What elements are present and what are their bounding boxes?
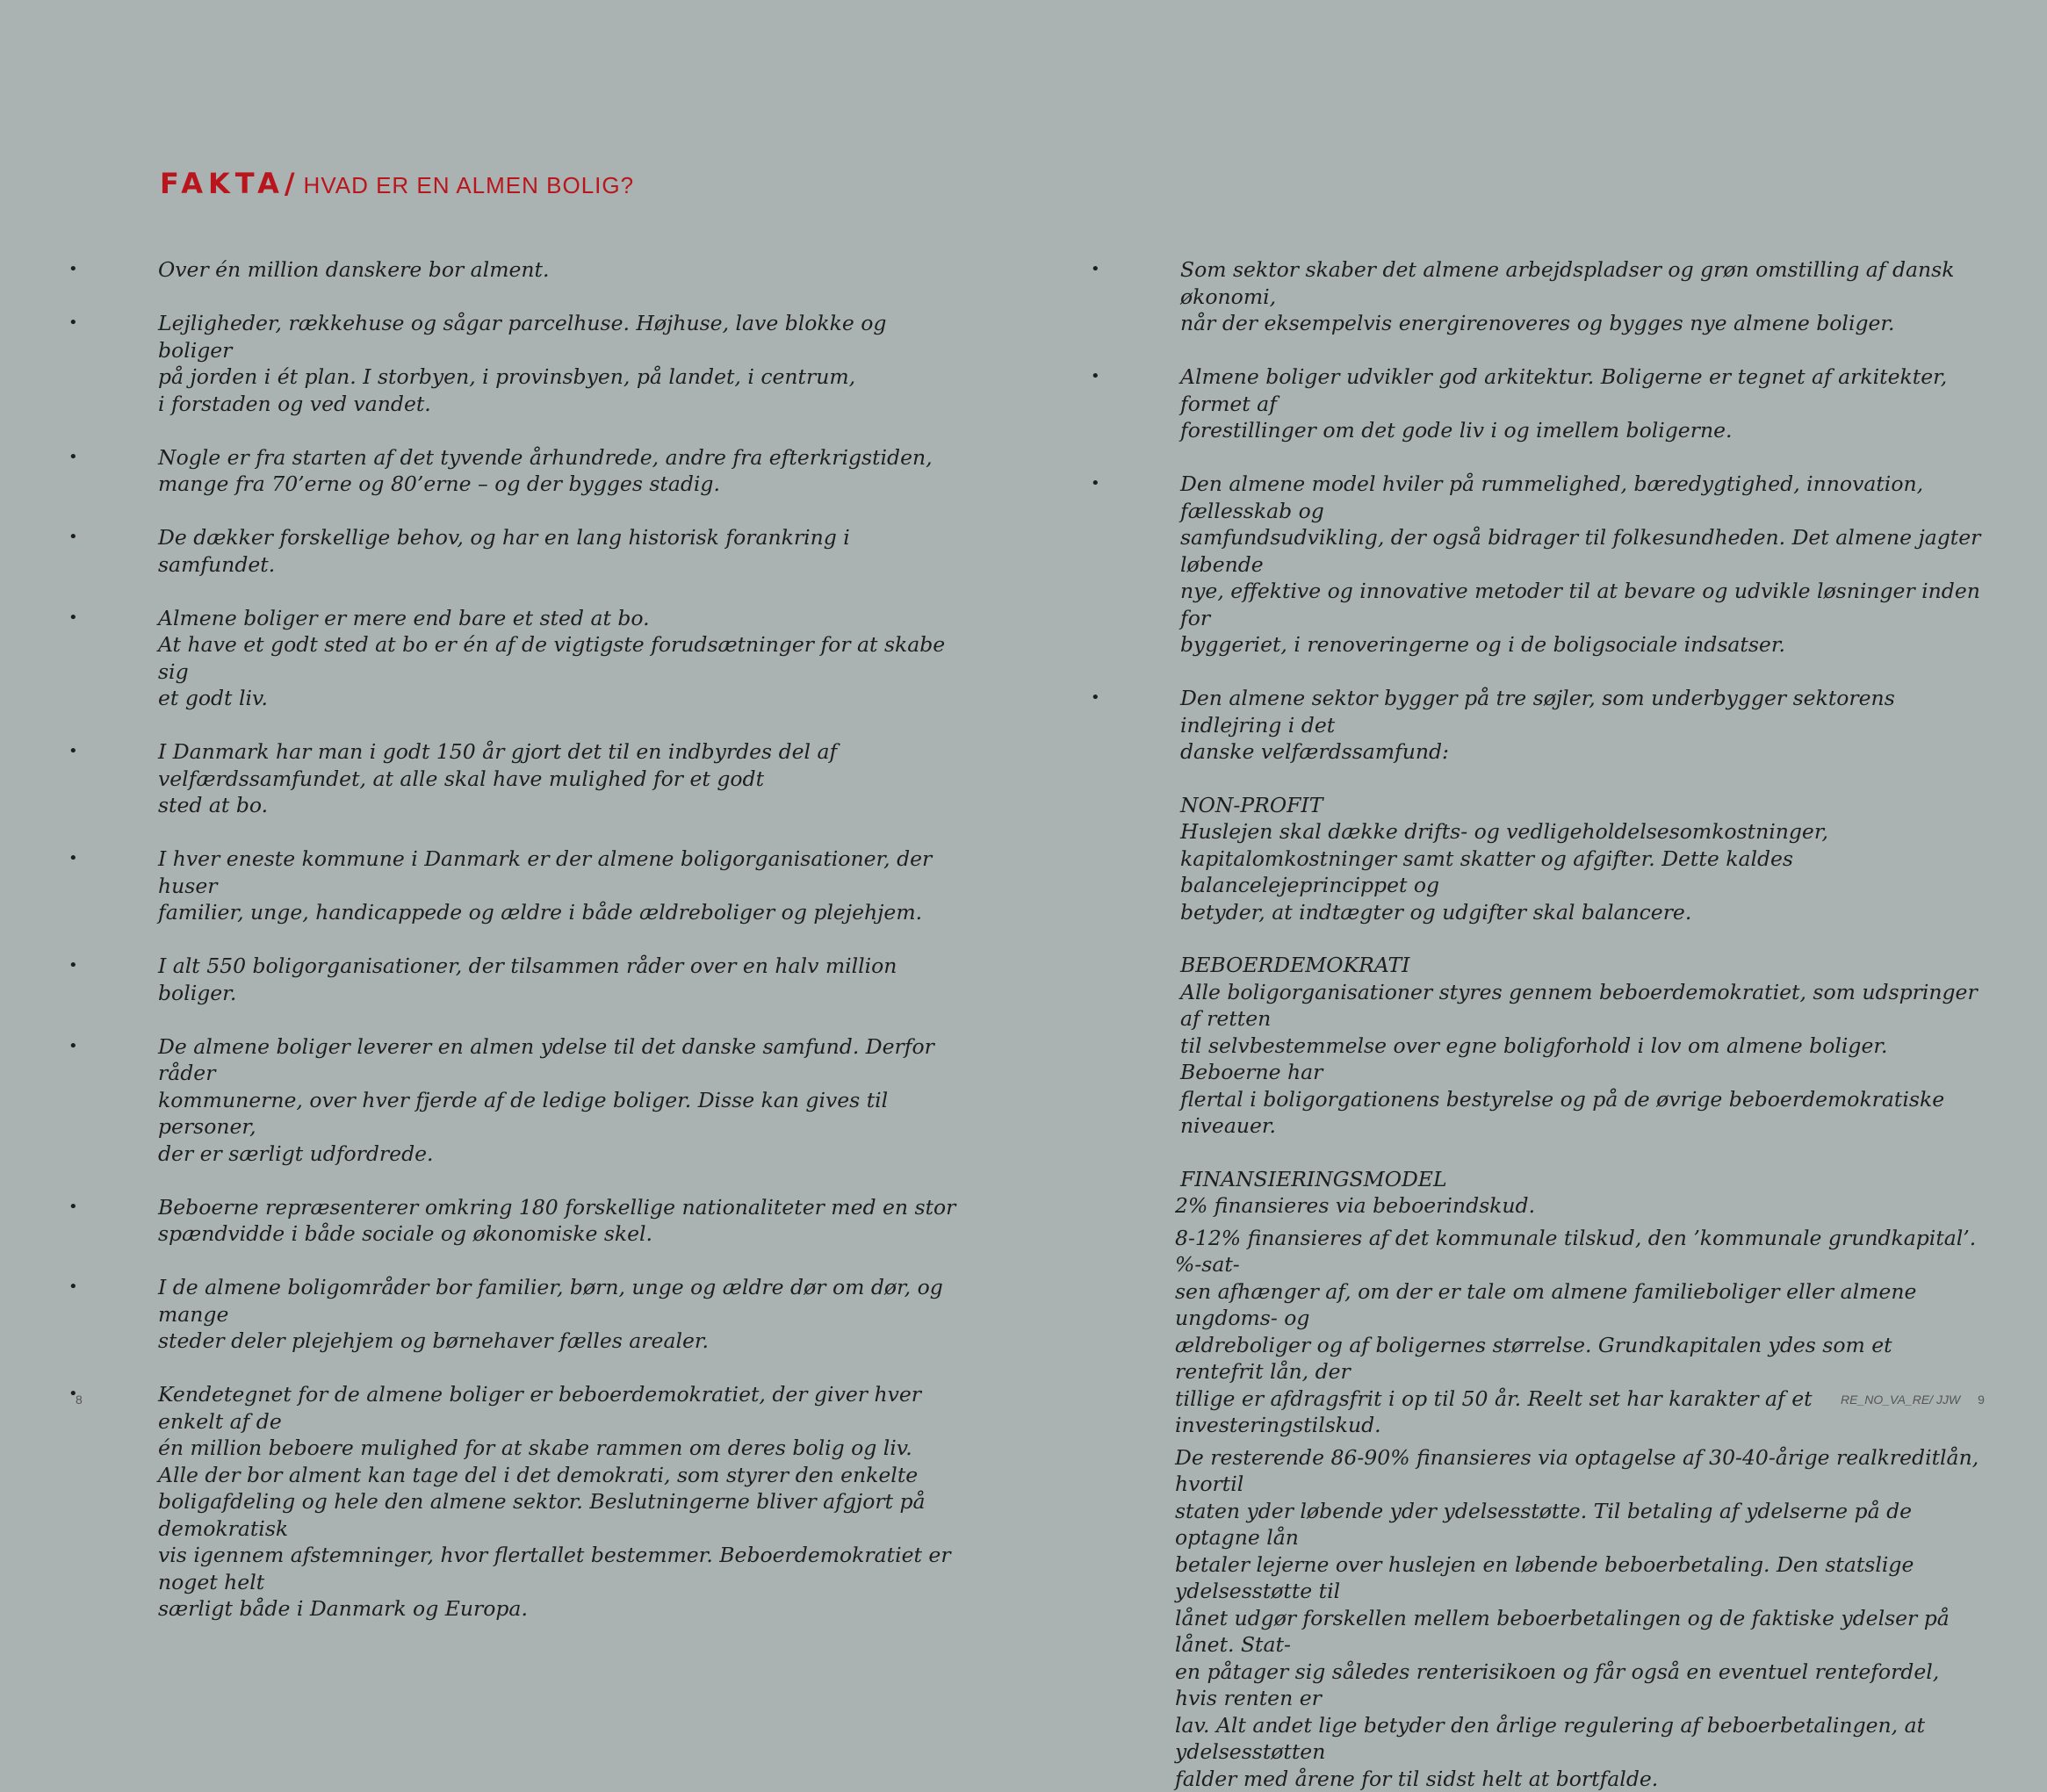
- list-item: • Kendetegnet for de almene boliger er beboerdemokratiet, der giver hver enkelt af de én million beboere mulighed for at skabe rammen om deres bolig og liv. Alle der bor alment kan tage del i det demokrati, som styrer den enkelte boligafdeling og hele den almene sektor. Beslutningerne bliver afgjort på demokratisk vis igennem afstemninger, hvor flertallet bestemmer. Beboerdemokratiet er noget helt særligt både i Danmark og Europa.: [68, 1381, 964, 1623]
- heading-question: HVAD ER EN ALMEN BOLIG?: [304, 172, 635, 198]
- list-item: • De almene boliger leverer en almen ydelse til det danske samfund. Derfor råder kommunerne, over hver fjerde af de ledige boliger. Disse kan gives til personer, der er særligt udfordrede.: [68, 1033, 964, 1168]
- pillar-text: 2% finansieres via beboerindskud.: [1175, 1192, 1986, 1220]
- bullet-icon: •: [1091, 363, 1100, 391]
- document-code: RE_NO_VA_RE/ JJW: [1841, 1393, 1960, 1407]
- list-item: • I Danmark har man i godt 150 år gjort det til en indbyrdes del af velfærdssamfundet, at alle skal have mulighed for et godt sted at bo.: [68, 738, 964, 819]
- pillar-title: FINANSIERINGSMODEL: [1180, 1166, 1986, 1193]
- list-item: • I hver eneste kommune i Danmark er der almene boligorganisationer, der huser familier, unge, handicappede og ældre i både ældreboliger og plejehjem.: [68, 846, 964, 926]
- bullet-icon: •: [68, 1033, 78, 1061]
- bullet-icon: •: [68, 444, 78, 471]
- pillar-beboerdemokrati: [1091, 952, 1986, 1140]
- bullet-icon: •: [68, 524, 78, 551]
- pillar-text: 8-12% finansieres af det kommunale tilskud, den ’kommunale grundkapital’. %-sat- sen afhænger af, om der er tale om almene familieboliger eller almene ungdoms- og ældreboliger og af boligernes størrelse. Grundkapitalen ydes som et rentefrit lån, der tillige er afdragsfrit i op til 50 år. Reelt set har karakter af et investeringstilskud.: [1175, 1225, 1986, 1439]
- list-item: • De dækker forskellige behov, og har en lang historisk forankring i samfundet.: [68, 524, 964, 578]
- list-item: • Lejligheder, rækkehuse og sågar parcelhuse. Højhuse, lave blokke og boliger på jorden i ét plan. I storbyen, i provinsbyen, på landet, i centrum, i forstaden og ved vandet.: [68, 310, 964, 417]
- bullet-icon: •: [68, 256, 78, 284]
- pillar-nonprofit: [1091, 792, 1986, 926]
- pillar-title: NON-PROFIT: [1180, 792, 1986, 819]
- list-item: • Beboerne repræsenterer omkring 180 forskellige nationaliteter med en stor spændvidde i både sociale og økonomiske skel.: [68, 1194, 964, 1248]
- page-heading: [160, 167, 634, 200]
- list-item: • Nogle er fra starten af det tyvende århundrede, andre fra efterkrigstiden, mange fra 70’erne og 80’erne – og der bygges stadig.: [68, 444, 964, 498]
- pillar-finansieringsmodel: [1091, 1166, 1986, 1792]
- bullet-icon: •: [68, 953, 78, 980]
- bullet-icon: •: [68, 605, 78, 632]
- bullet-icon: •: [1091, 471, 1100, 498]
- page-number-right: 9: [1978, 1393, 1985, 1407]
- bullet-icon: •: [68, 1194, 78, 1221]
- pillar-text: Huslejen skal dække drifts- og vedligeholdelsesomkostninger, kapitalomkostninger samt skatter og afgifter. Dette kaldes balancelejeprincippet og betyder, at indtægter og udgifter skal balancere.: [1180, 818, 1986, 925]
- bullet-icon: •: [68, 310, 78, 337]
- list-item: • Som sektor skaber det almene arbejdspladser og grøn omstilling af dansk økonomi, når der eksempelvis energirenoveres og bygges nye almene boliger.: [1091, 256, 1986, 337]
- footer-right: [1841, 1393, 1985, 1407]
- page-number-left: 8: [76, 1393, 83, 1407]
- pillar-title: BEBOERDEMOKRATI: [1180, 952, 1986, 979]
- list-item: • Over én million danskere bor alment.: [68, 256, 964, 284]
- list-item: • I de almene boligområder bor familier, børn, unge og ældre dør om dør, og mange steder deler plejehjem og børnehaver fælles arealer.: [68, 1274, 964, 1355]
- bullet-icon: •: [68, 738, 78, 766]
- bullet-icon: •: [1091, 685, 1100, 712]
- bullet-icon: •: [1091, 256, 1100, 284]
- list-item: • Den almene sektor bygger på tre søjler, som underbygger sektorens indlejring i det danske velfærdssamfund:: [1091, 685, 1986, 766]
- list-item: • Almene boliger udvikler god arkitektur. Boligerne er tegnet af arkitekter, formet af forestillinger om det gode liv i og imellem boligerne.: [1091, 363, 1986, 444]
- list-item: • I alt 550 boligorganisationer, der tilsammen råder over en halv million boliger.: [68, 953, 964, 1006]
- bullet-icon: •: [68, 1381, 78, 1408]
- list-item: • Den almene model hviler på rummelighed, bæredygtighed, innovation, fællesskab og samfundsudvikling, der også bidrager til folkesundheden. Det almene jagter løbende nye, effektive og innovative metoder til at bevare og udvikle løsninger inden for byggeriet, i renoveringerne og i de boligsociale indsatser.: [1091, 471, 1986, 659]
- left-column: [68, 256, 964, 1649]
- right-column: [1091, 256, 1986, 1792]
- pillar-text: Alle boligorganisationer styres gennem beboerdemokratiet, som udspringer af retten til selvbestemmelse over egne boligforhold i lov om almene boliger. Beboerne har flertal i boligorgationens bestyrelse og på de øvrige beboerdemokratiske niveauer.: [1180, 979, 1986, 1140]
- pillar-text: De resterende 86-90% finansieres via optagelse af 30-40-årige realkreditlån, hvortil staten yder løbende yder ydelsesstøtte. Til betaling af ydelserne på de optagne lån betaler lejerne over huslejen en løbende beboerbetaling. Den statslige ydelsesstøtte til lånet udgør forskellen mellem beboerbetalingen og de faktiske ydelser på lånet. Stat- en påtager sig således renterisikoen og får også en eventuel rentefordel, hvis renten er lav. Alt andet lige betyder den årlige regulering af beboerbetalingen, at ydelsesstøtten falder med årene for til sidst helt at bortfalde.: [1175, 1444, 1986, 1792]
- bullet-icon: •: [68, 1274, 78, 1301]
- list-item: • Almene boliger er mere end bare et sted at bo. At have et godt sted at bo er én af de vigtigste forudsætninger for at skabe sig et godt liv.: [68, 605, 964, 712]
- bullet-icon: •: [68, 846, 78, 873]
- heading-fakta: FAKTA/: [160, 167, 300, 200]
